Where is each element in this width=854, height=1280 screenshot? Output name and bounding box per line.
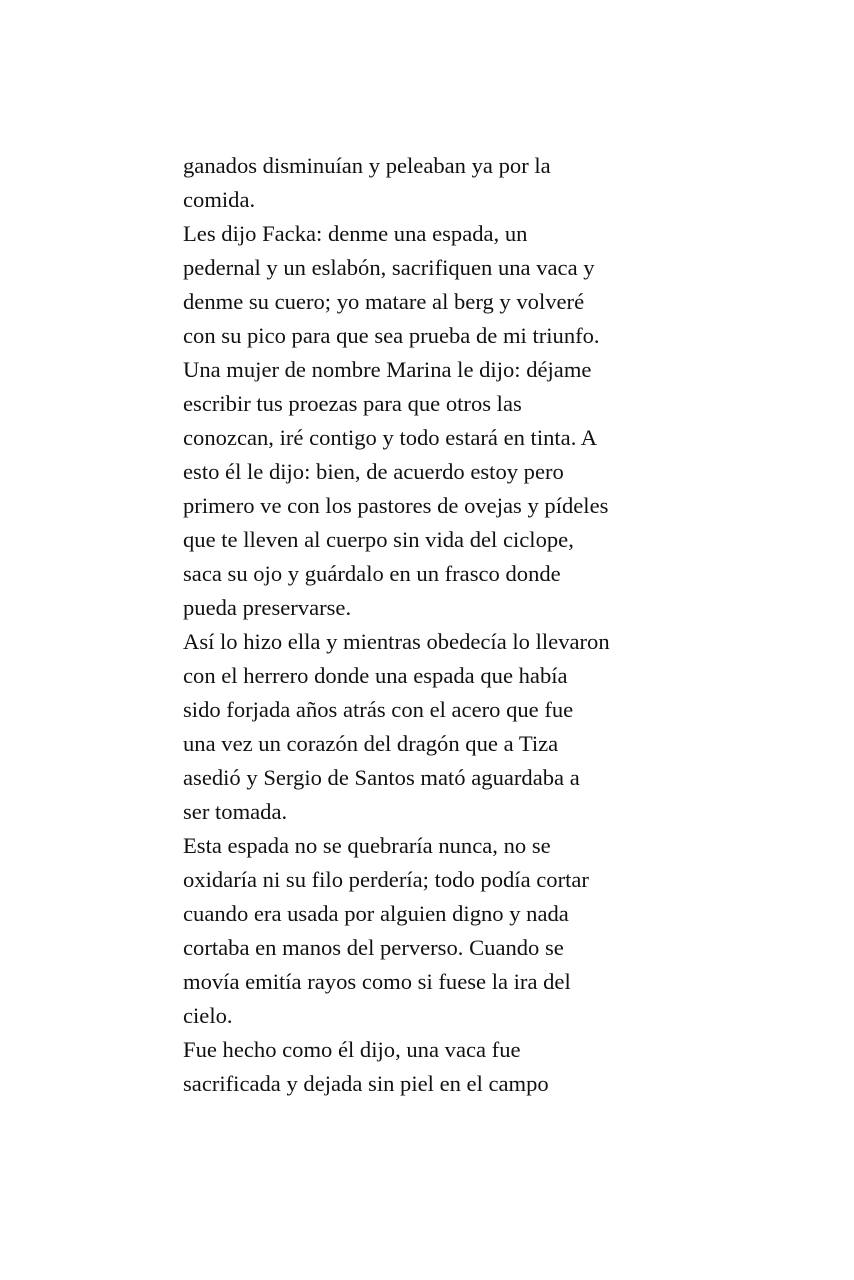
- text-line: Así lo hizo ella y mientras obedecía lo llevaron: [183, 629, 610, 654]
- text-line: denme su cuero; yo matare al berg y volveré: [183, 289, 585, 314]
- text-line: una vez un corazón del dragón que a Tiza: [183, 731, 559, 756]
- text-line: con el herrero donde una espada que había: [183, 663, 568, 688]
- text-line: asedió y Sergio de Santos mató aguardaba a: [183, 765, 580, 790]
- text-line: Fue hecho como él dijo, una vaca fue: [183, 1037, 521, 1062]
- text-line: cortaba en manos del perverso. Cuando se: [183, 935, 564, 960]
- text-line: sido forjada años atrás con el acero que fue: [183, 697, 574, 722]
- body-text: [183, 149, 683, 1101]
- text-line: Esta espada no se quebraría nunca, no se: [183, 833, 551, 858]
- text-line: saca su ojo y guárdalo en un frasco donde: [183, 561, 561, 586]
- text-line: ser tomada.: [183, 799, 288, 824]
- text-line: cielo.: [183, 1003, 233, 1028]
- text-line: cuando era usada por alguien digno y nada: [183, 901, 569, 926]
- text-line: pedernal y un eslabón, sacrifiquen una vaca y: [183, 255, 595, 280]
- text-line: Les dijo Facka: denme una espada, un: [183, 221, 528, 246]
- text-line: oxidaría ni su filo perdería; todo podía cortar: [183, 867, 589, 892]
- text-line: sacrificada y dejada sin piel en el campo: [183, 1071, 549, 1096]
- text-line: con su pico para que sea prueba de mi triunfo.: [183, 323, 600, 348]
- text-line: pueda preservarse.: [183, 595, 352, 620]
- text-line: escribir tus proezas para que otros las: [183, 391, 522, 416]
- text-line: comida.: [183, 187, 256, 212]
- text-line: conozcan, iré contigo y todo estará en tinta. A: [183, 425, 598, 450]
- text-line: que te lleven al cuerpo sin vida del ciclope,: [183, 527, 574, 552]
- text-line: ganados disminuían y peleaban ya por la: [183, 153, 551, 178]
- text-line: primero ve con los pastores de ovejas y pídeles: [183, 493, 609, 518]
- text-line: esto él le dijo: bien, de acuerdo estoy pero: [183, 459, 564, 484]
- text-line: Una mujer de nombre Marina le dijo: déjame: [183, 357, 592, 382]
- text-line: movía emitía rayos como si fuese la ira del: [183, 969, 571, 994]
